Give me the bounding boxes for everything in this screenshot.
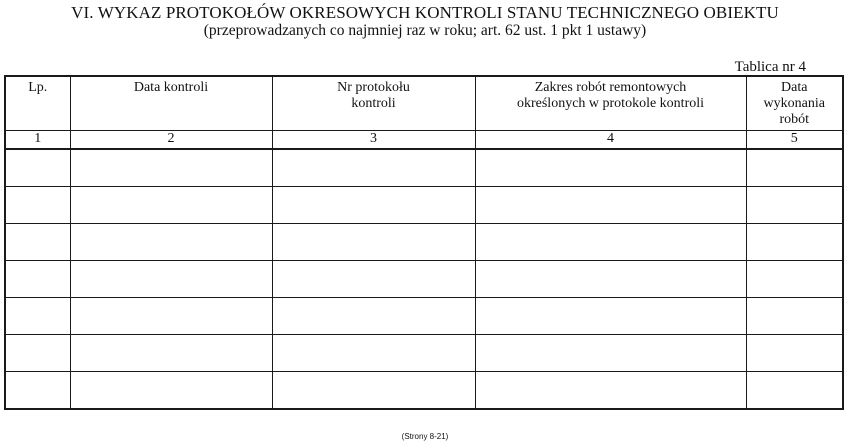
header-zakres-robot-line-1: Zakres robót remontowych — [534, 80, 687, 95]
table-cell — [475, 334, 746, 371]
table-cell — [5, 297, 70, 334]
table-row — [5, 223, 843, 260]
table-cell — [272, 260, 475, 297]
header-data-wykonania-line-1: Data — [781, 80, 808, 95]
table-cell — [746, 371, 843, 409]
header-zakres-robot — [475, 76, 746, 130]
table-body — [5, 149, 843, 409]
table-cell — [5, 260, 70, 297]
table-row — [5, 371, 843, 409]
header-data-kontroli — [70, 76, 272, 130]
header-nr-protokolu-line-1: Nr protokołu — [337, 80, 410, 95]
header-data-wykonania-line-2: wykonania — [763, 96, 825, 111]
column-number: 2 — [70, 130, 272, 149]
table-row — [5, 260, 843, 297]
table-cell — [70, 260, 272, 297]
table-cell — [70, 149, 272, 187]
table-cell — [5, 371, 70, 409]
table-cell — [746, 297, 843, 334]
table-number-label: Tablica nr 4 — [734, 59, 806, 75]
header-lp-line-1: Lp. — [28, 80, 48, 95]
column-number-row — [5, 130, 843, 149]
table-cell — [272, 371, 475, 409]
header-data-kontroli-line-1: Data kontroli — [133, 80, 209, 95]
header-nr-protokolu-line-2: kontroli — [351, 96, 396, 111]
table-cell — [70, 371, 272, 409]
table-cell — [746, 149, 843, 187]
table-cell — [475, 149, 746, 187]
table-cell — [70, 334, 272, 371]
column-number: 1 — [5, 130, 70, 149]
table-cell — [70, 297, 272, 334]
header-data-wykonania-line-3: robót — [779, 112, 810, 127]
table-cell — [475, 297, 746, 334]
table-row — [5, 297, 843, 334]
inspection-protocols-table — [4, 75, 844, 410]
table-cell — [272, 223, 475, 260]
table-cell — [475, 371, 746, 409]
header-nr-protokolu — [272, 76, 475, 130]
table-row — [5, 186, 843, 223]
table-cell — [746, 334, 843, 371]
table-cell — [5, 334, 70, 371]
document-subtitle: (przeprowadzanych co najmniej raz w roku; art. 62 ust. 1 pkt 1 ustawy) — [203, 22, 647, 39]
header-zakres-robot-line-2: określonych w protokole kontroli — [516, 96, 705, 111]
header-data-wykonania — [746, 76, 843, 130]
table-cell — [272, 149, 475, 187]
table-cell — [272, 186, 475, 223]
table-cell — [70, 223, 272, 260]
table-cell — [475, 223, 746, 260]
column-number: 3 — [272, 130, 475, 149]
table-cell — [475, 186, 746, 223]
page-footer: (Strony 8-21) — [401, 432, 449, 441]
table-cell — [5, 186, 70, 223]
table-cell — [746, 260, 843, 297]
table-cell — [70, 186, 272, 223]
column-number: 4 — [475, 130, 746, 149]
table-row — [5, 334, 843, 371]
column-number: 5 — [746, 130, 843, 149]
table-cell — [5, 223, 70, 260]
table-cell — [746, 223, 843, 260]
table-cell — [475, 260, 746, 297]
table-cell — [746, 186, 843, 223]
table-row — [5, 149, 843, 187]
table-cell — [272, 297, 475, 334]
table-header-row — [5, 76, 843, 130]
table-cell — [5, 149, 70, 187]
table-cell — [272, 334, 475, 371]
document-title: VI. WYKAZ PROTOKOŁÓW OKRESOWYCH KONTROLI STANU TECHNICZNEGO OBIEKTU — [71, 3, 779, 22]
header-lp — [5, 76, 70, 130]
